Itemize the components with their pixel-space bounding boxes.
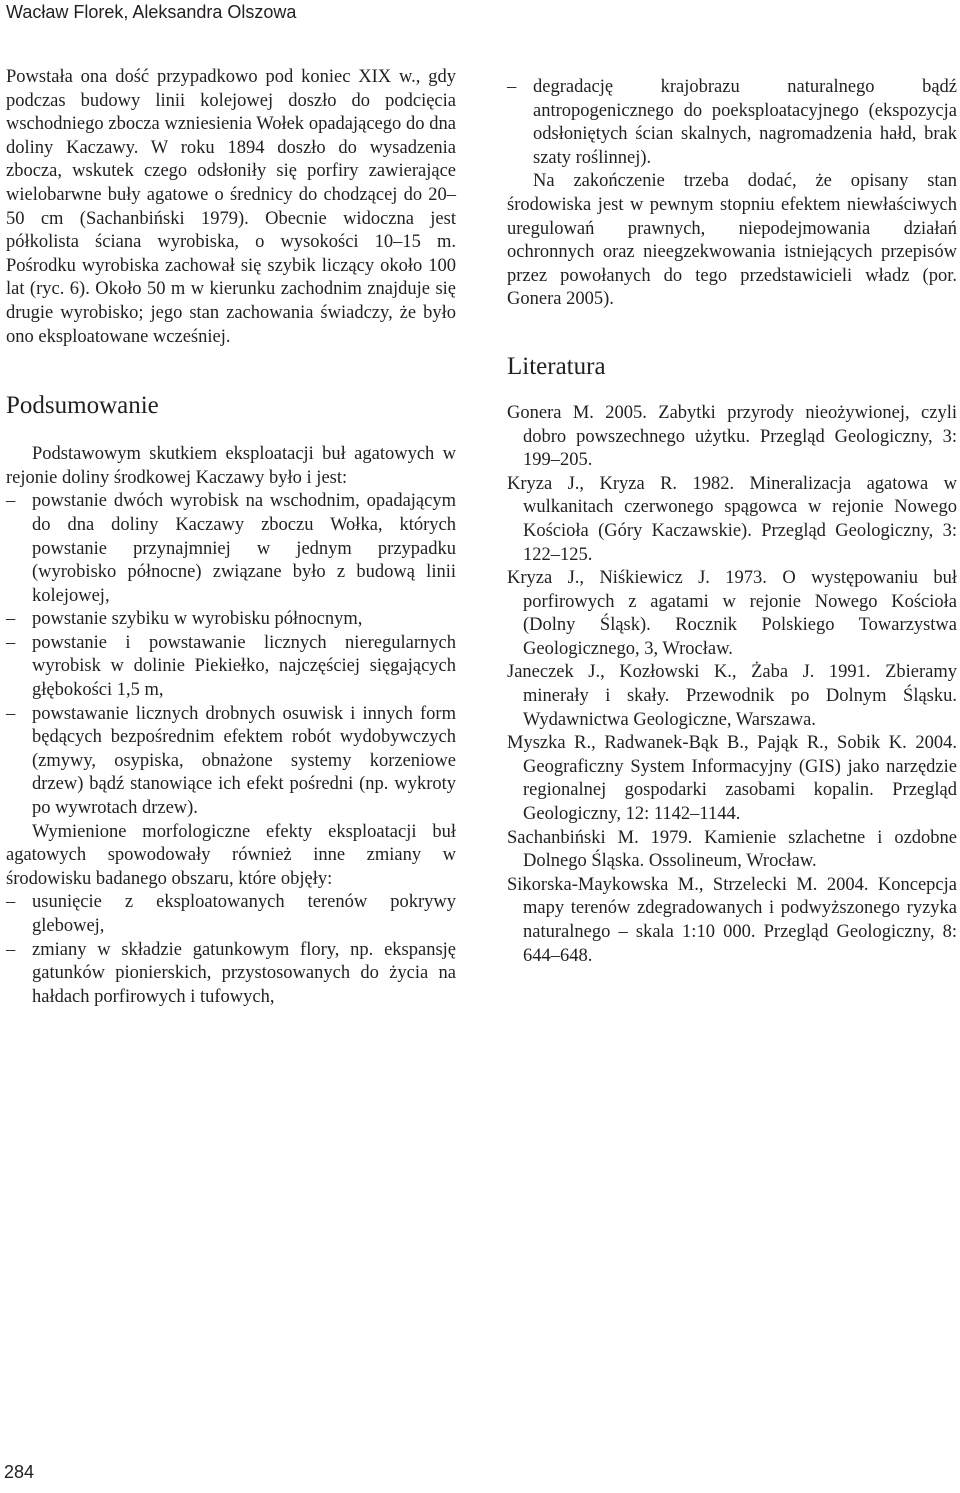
- summary-list: [6, 490, 456, 820]
- list-item: – powstanie dwóch wyrobisk na wschodnim, opadającym do dna doliny Kaczawy zboczu Wołka, których powstanie przynajmniej w jednym przypadku (wyrobisko północne) związane było z budową linii kolejowej,: [6, 490, 456, 608]
- reference-item: Kryza J., Kryza R. 1982. Mineralizacja agatowa w wulkanitach czerwonego spągowca w rejonie Nowego Kościoła (Góry Kaczawskie). Przegląd Geologiczny, 3: 122–125.: [507, 473, 957, 565]
- list-item: – usunięcie z eksploatowanych terenów pokrywy glebowej,: [6, 891, 456, 938]
- right-column: [507, 76, 957, 968]
- reference-item: Sikorska-Maykowska M., Strzelecki M. 2004. Koncepcja mapy terenów zdegradowanych i podwyższonego ryzyka naturalnego – skala 1:10 000. Przegląd Geologiczny, 8: 644–648.: [507, 874, 957, 966]
- list-item: – powstanie i powstawanie licznych nieregularnych wyrobisk w dolinie Piekiełko, najczęściej sięgających głębokości 1,5 m,: [6, 632, 456, 703]
- list-item: – zmiany w składzie gatunkowym flory, np. ekspansję gatunków pionierskich, przystosowanych do życia na hałdach porfirowych i tufowych,: [6, 939, 456, 1010]
- list-item: – degradację krajobrazu naturalnego bądź antropogenicznego do poeksploatacyjnego (ekspozycja odsłoniętych ścian skalnych, nagromadzenia hałd, brak szaty roślinnej).: [507, 76, 957, 170]
- intro-paragraph: Powstała ona dość przypadkowo pod koniec XIX w., gdy podczas budowy linii kolejowej doszło do podcięcia wschodniego zbocza wzniesienia Wołek opadającego do dna doliny Kaczawy. W roku 1894 doszło do wysadzenia zbocza, wskutek czego odsłoniły się porfiry zawierające wielobarwne buły agatowe o średnicy do chodzącej do 20–50 cm (Sachanbiński 1979). Obecnie widoczna jest półkolista ściana wyrobiska, o wysokości 10–15 m. Pośrodku wyrobiska zachował się szybik liczący około 100 lat (ryc. 6). Około 50 m w kierunku zachodnim znajduje się drugie wyrobisko; jego stan zachowania świadczy, że było ono eksploatowane wcześniej.: [6, 67, 456, 347]
- continued-list: [507, 76, 957, 170]
- list-item: – powstanie szybiku w wyrobisku północnym,: [6, 608, 456, 632]
- running-head: Wacław Florek, Aleksandra Olszowa: [6, 2, 297, 22]
- reference-item: Myszka R., Radwanek-Bąk B., Pająk R., Sobik K. 2004. Geograficzny System Informacyjny (GIS) jako narzędzie regionalnej gospodarki zasobami kopalin. Przegląd Geologiczny, 12: 1142–1144.: [507, 733, 957, 825]
- reference-item: Kryza J., Niśkiewicz J. 1973. O występowaniu buł porfirowych z agatami w rejonie Nowego Kościoła (Dolny Śląsk). Rocznik Polskiego Towarzystwa Geologicznego, 3, Wrocław.: [507, 568, 957, 659]
- list-item: – powstawanie licznych drobnych osuwisk i innych form będących bezpośrednim efektem robót wydobywczych (zmywy, osypiska, obnażone systemy korzeniowe drzew) bądź stanowiące ich efekt pośredni (np. wykroty po wywrotach drzew).: [6, 703, 456, 821]
- effects-list: [6, 891, 456, 1009]
- reference-list: [507, 402, 957, 968]
- section-heading-summary: Podsumowanie: [6, 392, 159, 420]
- summary-intro-paragraph: Podstawowym skutkiem eksploatacji buł agatowych w rejonie doliny środkowej Kaczawy było i jest:: [6, 444, 456, 488]
- effects-paragraph: Wymienione morfologiczne efekty eksploatacji buł agatowych spowodowały również inne zmiany w środowisku badanego obszaru, które objęły:: [6, 821, 456, 889]
- reference-item: Gonera M. 2005. Zabytki przyrody nieożywionej, czyli dobro powszechnego użytku. Przegląd Geologiczny, 3: 199–205.: [507, 402, 957, 471]
- reference-item: Janeczek J., Kozłowski K., Żaba J. 1991. Zbieramy minerały i skały. Przewodnik po Dolnym Śląsku. Wydawnictwa Geologiczne, Warszawa.: [507, 662, 957, 730]
- reference-item: Sachanbiński M. 1979. Kamienie szlachetne i ozdobne Dolnego Śląska. Ossolineum, Wrocław.: [507, 827, 957, 872]
- left-column: [6, 66, 456, 1009]
- references-heading: Literatura: [507, 352, 606, 380]
- closing-paragraph: Na zakończenie trzeba dodać, że opisany stan środowiska jest w pewnym stopniu efektem niewłaściwych uregulowań prawnych, niepodejmowania działań ochronnych oraz nieegzekwowania istniejących przepisów przez powołanych do tego przedstawicieli władz (por. Gonera 2005).: [507, 171, 957, 310]
- page-number: 284: [4, 1462, 35, 1482]
